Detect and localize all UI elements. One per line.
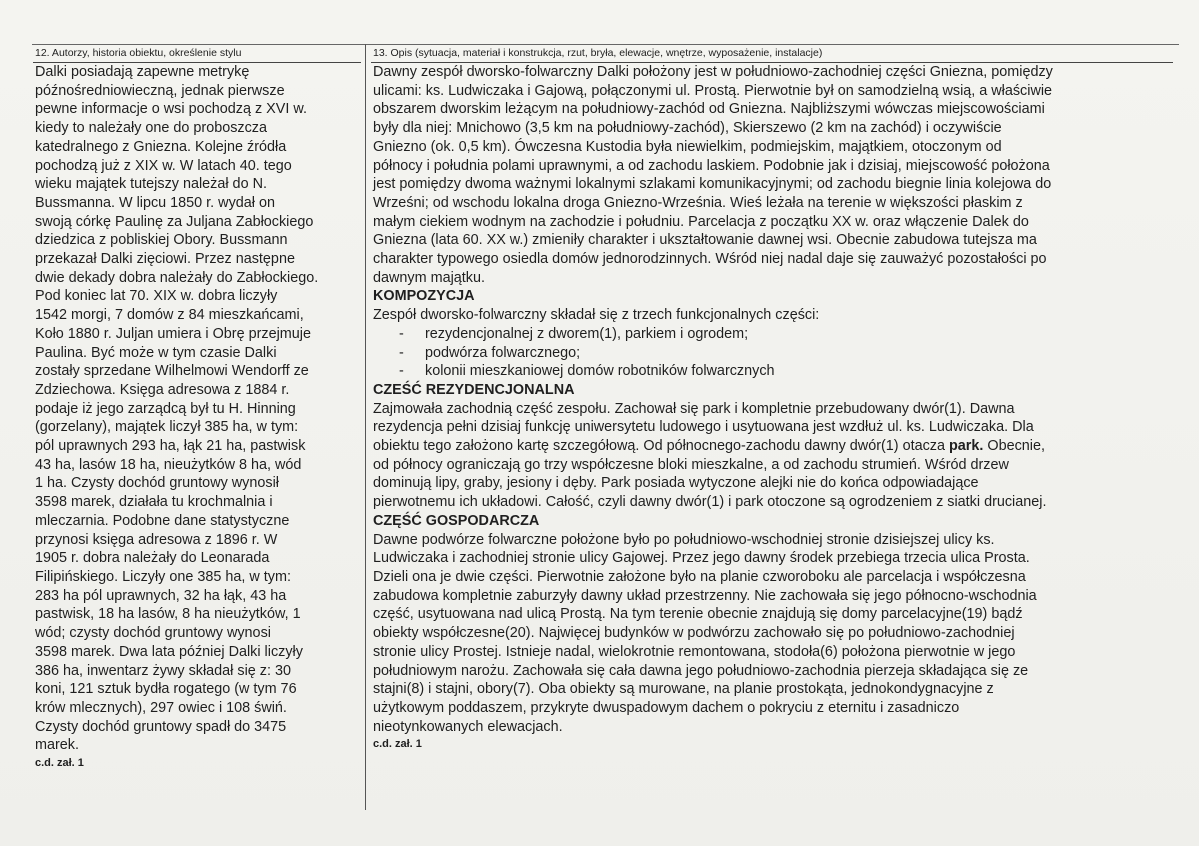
history-line: przekazał Dalki zięciowi. Przez następne	[35, 251, 295, 268]
description-text	[371, 63, 1173, 752]
history-line: Paulina. Być może w tym czasie Dalki	[35, 344, 277, 361]
bullet-dash: -	[399, 363, 404, 380]
history-line: wód; czysty dochód gruntowy wynosi	[35, 625, 271, 642]
intro-line: ulicami: ks. Ludwiczaka i Gajową, połączonymi ul. Prostą. Pierwotnie był on samodzielną wsią, a właściwie	[373, 82, 1053, 99]
history-line: Dalki posiadają zapewne metrykę	[35, 64, 250, 80]
rezydencja-line: Zajmowała zachodnią część zespołu. Zachował się park i kompletnie przebudowany dwór(1). Dawna	[373, 400, 1015, 417]
history-line: Bussmanna. W lipcu 1850 r. wydał on	[35, 194, 275, 211]
history-line: kiedy to należały one do proboszcza	[35, 120, 267, 137]
intro-line: obszarem dworskim leżącym na południowy-zachód od Gniezna. Najbliższymi wówczas miejscowościami	[373, 101, 1045, 118]
history-line: przynosi księga adresowa z 1896 r. W	[35, 531, 278, 548]
bullet-dash: -	[399, 325, 404, 342]
history-line: 43 ha, lasów 18 ha, nieużytków 8 ha, wód	[35, 456, 302, 473]
rezydencja-line: od północy ograniczają go trzy współczesne bloki mieszkalne, a od zachodu strumień. Wśród drzew	[373, 456, 1009, 473]
history-line: Zdziechowa. Księga adresowa z 1884 r.	[35, 381, 290, 398]
history-line: 386 ha, inwentarz żywy składał się z: 30	[35, 662, 291, 679]
history-line: 1905 r. dobra należały do Leonarada	[35, 550, 270, 567]
history-line: pastwisk, 18 ha lasów, 8 ha nieużytków, 1	[35, 606, 301, 623]
history-line: 1 ha. Czysty dochód gruntowy wynosił	[35, 475, 279, 492]
continuation-note: c.d. zał. 1	[35, 757, 84, 770]
intro-line: Dawny zespół dworsko-folwarczny Dalki położony jest w południowo-zachodniej części Gniezna, pomiędzy	[373, 64, 1053, 80]
list-item	[373, 325, 1173, 344]
gospodarcza-line: obiekty współczesne(20). Najwięcej budynków w podwórzu zachowało się po południowo-zachodniej	[373, 625, 1015, 642]
description-header: 13. Opis (sytuacja, materiał i konstrukcja, rzut, bryła, elewacje, wnętrze, wyposażenie, instalacje)	[371, 46, 1173, 63]
intro-line: charakter typowego osiedla domów jednorodzinnych. Wśród niej nadal daje się zauważyć pozostałości po	[373, 251, 1047, 268]
rezydencja-line-tail: Obecnie,	[983, 438, 1045, 455]
history-line: Pod koniec lat 70. XIX w. dobra liczyły	[35, 288, 278, 305]
history-text	[33, 63, 361, 771]
list-item-text: rezydencjonalnej z dworem(1), parkiem i ogrodem;	[425, 325, 749, 342]
history-line: pochodzą już z XIX w. W latach 40. tego	[35, 157, 292, 174]
kompozycja-intro: Zespół dworsko-folwarczny składał się z trzech funkcjonalnych części:	[373, 307, 820, 324]
history-line: 3598 marek. Dwa lata później Dalki liczyły	[35, 643, 303, 660]
history-line: dwie dekady dobra należały do Zabłockiego.	[35, 269, 319, 286]
rezydencja-line: pierwotnemu ich układowi. Całość, czyli dawny dwór(1) i park otoczone są ogrodzeniem z siatki drucianej.	[373, 494, 1047, 511]
rezydencja-line-start: obiektu tego założono kartę szczegółową. Od północnego-zachodu dawny dwór(1) otacza	[373, 438, 949, 455]
rezydencja-line: rezydencja pełni dzisiaj funkcję uniwersytetu ludowego i usytuowana jest wzdłuż ul. ks. Ludwiczaka. Dla	[373, 419, 1034, 436]
intro-line: małym ciekiem wodnym na zachodzie i południu. Parcelacja z początku XX w. oraz włączenie Dalek do	[373, 213, 1029, 230]
intro-line: dawnym majątku.	[373, 269, 485, 286]
top-rule	[32, 44, 1179, 45]
section-heading-kompozycja: KOMPOZYCJA	[373, 288, 475, 305]
history-line: katedralnego z Gniezna. Kolejne źródła	[35, 138, 287, 155]
intro-line: Gniezna (lata 60. XX w.) zmieniły charakter i ukształtowanie dawnej wsi. Obecnie zabudowa tutejsza ma	[373, 232, 1037, 249]
history-line: mleczarnia. Podobne dane statystyczne	[35, 512, 290, 529]
history-line: Filipińskiego. Liczyły one 385 ha, w tym:	[35, 568, 291, 585]
gospodarcza-line: część, usytuowana nad ulicą Prostą. Na tym terenie obecnie znajdują się domy parcelacyjne(19) bądź	[373, 606, 1023, 623]
park-term: park.	[948, 438, 984, 455]
gospodarcza-line: Dzieli ona je dwie części. Pierwotnie założone było na planie czworoboku ale parcelacja i współczesna	[373, 568, 1026, 585]
history-header: 12. Autorzy, historia obiektu, określenie stylu	[33, 46, 361, 63]
section-heading-gospodarcza: CZĘŚĆ GOSPODARCZA	[373, 512, 540, 529]
intro-line: Gniezno (ok. 0,5 km). Ówczesna Kustodia była niewielkim, podmiejskim, majątkiem, otoczonym od	[373, 138, 1002, 155]
gospodarcza-line: Dawne podwórze folwarczne położone było po południowo-wschodniej stronie dzisiejszej ulicy ks.	[373, 531, 995, 548]
rezydencja-line: dominują lipy, graby, jesiony i dęby. Park posiada wytyczone alejki nie do końca odpowiadające	[373, 475, 979, 492]
history-line: pewne informacje o wsi pochodzą z XVI w.	[35, 101, 307, 118]
history-line: podaje iż jego zarządcą był tu H. Hinning	[35, 400, 296, 417]
history-line: pól uprawnych 293 ha, łąk 21 ha, pastwisk	[35, 438, 306, 455]
history-line: marek.	[35, 737, 79, 754]
continuation-note: c.d. zał. 1	[373, 738, 422, 751]
history-line: koni, 121 sztuk bydła rogatego (w tym 76	[35, 681, 297, 698]
history-line: 1542 morgi, 7 domów z 84 mieszkańcami,	[35, 307, 304, 324]
history-line: Koło 1880 r. Juljan umiera i Obrę przejmuje	[35, 325, 311, 342]
intro-line: północy i południa polami uprawnymi, a od zachodu laskiem. Podobnie jak i dzisiaj, miejscowość położona	[373, 157, 1050, 174]
list-item-text: kolonii mieszkaniowej domów robotników folwarcznych	[425, 363, 775, 380]
history-line: zostały sprzedane Wilhelmowi Wendorff ze	[35, 363, 309, 380]
list-item	[373, 362, 1173, 381]
history-column	[33, 46, 361, 771]
history-line: krów mlecznych), 297 owiec i 108 świń.	[35, 699, 287, 716]
gospodarcza-line: stronie ulicy Prostej. Istnieje nadal, wielokrotnie remontowana, stodoła(6) położona pierwotnie w jego	[373, 643, 1016, 660]
description-column	[371, 46, 1173, 752]
history-line: późnośredniowieczną, jednak pierwsze	[35, 82, 285, 99]
column-divider	[365, 44, 366, 810]
history-line: 283 ha pól uprawnych, 32 ha łąk, 43 ha	[35, 587, 287, 604]
list-item-text: podwórza folwarcznego;	[425, 344, 581, 361]
history-line: wieku majątek tutejszy należał do N.	[35, 176, 267, 193]
gospodarcza-line: Ludwiczaka i zachodniej stronie ulicy Gajowej. Przez jego dawny środek przebiega trzecia ulica Prosta.	[373, 550, 1030, 567]
gospodarcza-line: południowym narożu. Zachowała się cała dawna jego południowo-zachodnia pierzeja składająca się ze	[373, 662, 1029, 679]
gospodarcza-line: nieotynkowanych elewacjach.	[373, 718, 563, 735]
history-line: 3598 marek, działała tu krochmalnia i	[35, 494, 273, 511]
gospodarcza-line: stajni(8) i stajni, obory(7). Oba obiekty są murowane, na planie prostokąta, jednokondygnacyjne z	[373, 681, 994, 698]
list-item	[373, 344, 1173, 363]
rezydencja-line	[373, 437, 1173, 456]
gospodarcza-line: użytkowym poddaszem, przykryte dwuspadowym dachem o pokryciu z eternitu i zasadniczo	[373, 699, 960, 716]
history-line: Czysty dochód gruntowy spadł do 3475	[35, 718, 287, 735]
history-line: dziedzica z pobliskiej Obory. Bussmann	[35, 232, 288, 249]
bullet-dash: -	[399, 344, 404, 361]
history-line: (gorzelany), majątek liczył 385 ha, w tym:	[35, 419, 299, 436]
gospodarcza-line: zabudowa kompletnie zaburzyły dawny układ przestrzenny. Nie zachowała się jego północno-wschodnia	[373, 587, 1037, 604]
intro-line: Wrześni; od wschodu lokalna droga Gniezno-Września. Wieś leżała na terenie w większości płaskim z	[373, 194, 1023, 211]
history-line: swoją córkę Paulinę za Juljana Zabłockiego	[35, 213, 314, 230]
section-heading-rezydencja: CZEŚĆ REZYDENCJONALNA	[373, 381, 575, 398]
intro-line: jest pomiędzy dwoma ważnymi lokalnymi szlakami komunikacyjnymi; od zachodu biegnie linia kolejowa do	[373, 176, 1052, 193]
intro-line: były dla niej: Mnichowo (3,5 km na południowy-zachód), Skierszewo (2 km na zachód) i oczywiście	[373, 120, 1002, 137]
